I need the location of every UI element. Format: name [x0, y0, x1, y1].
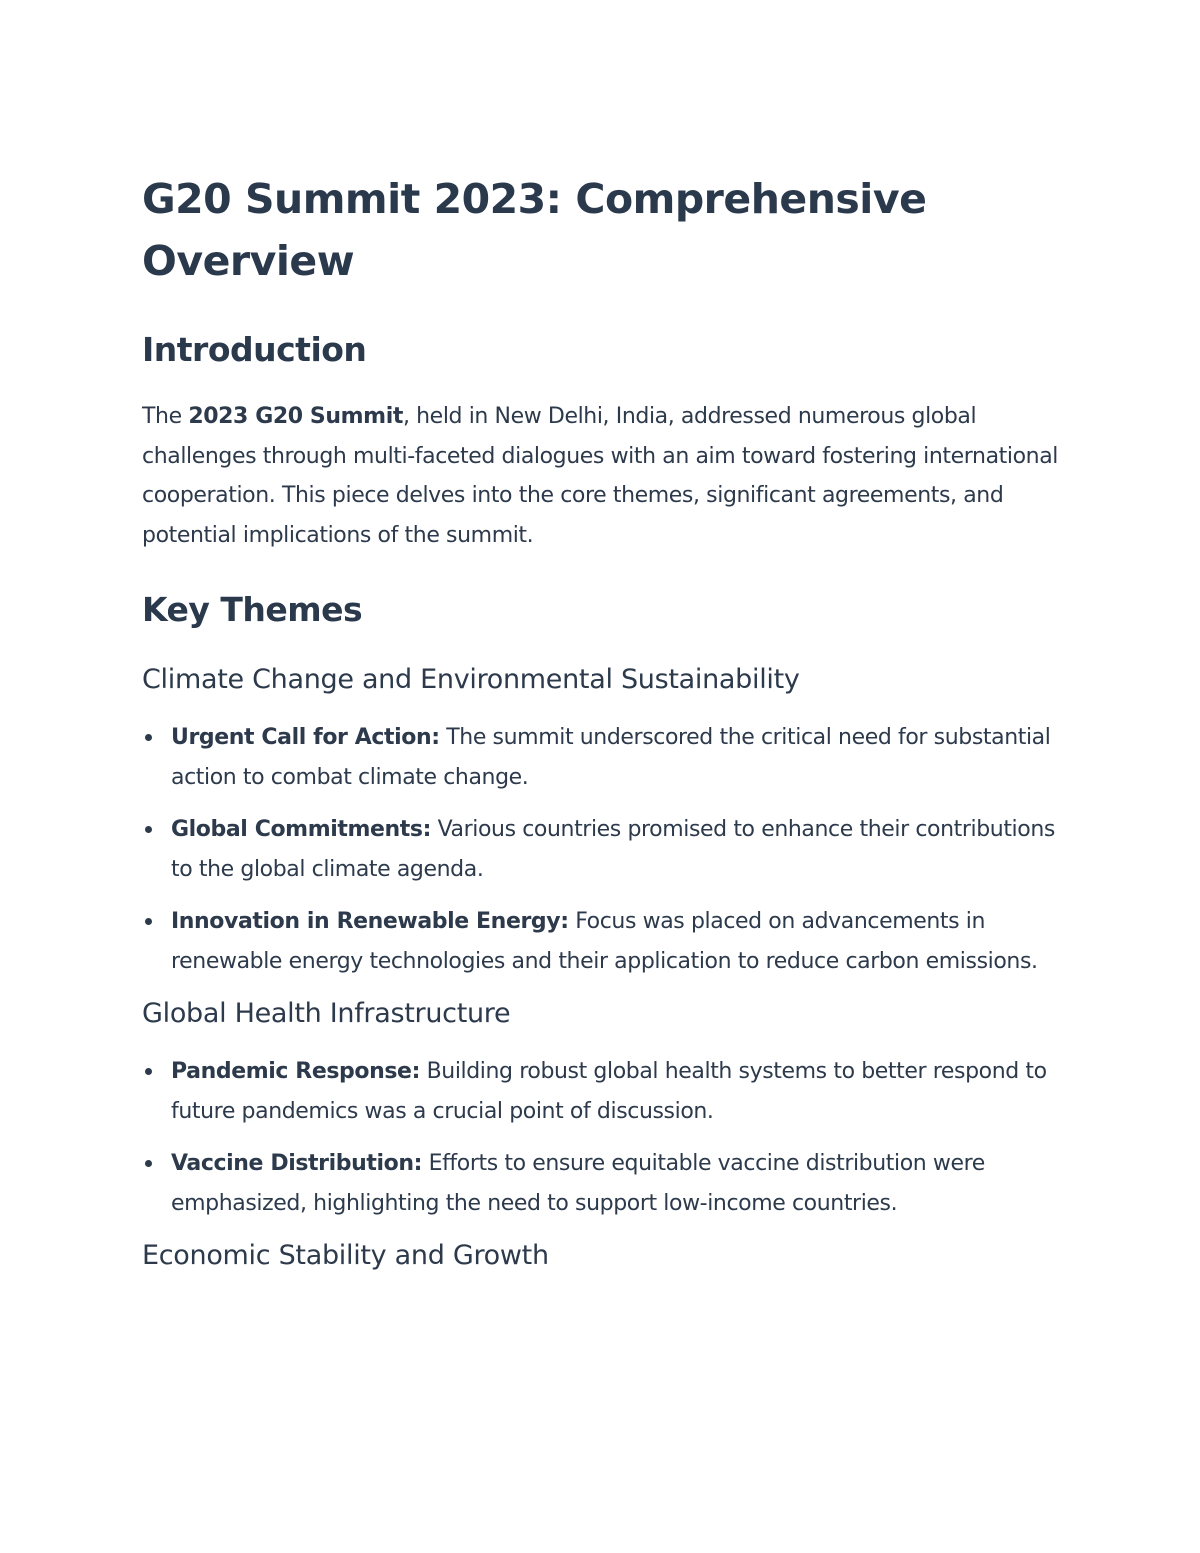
bullet-icon — [145, 826, 152, 833]
intro-bold-text: 2023 G20 Summit — [188, 404, 403, 429]
intro-text-end: , held in New Delhi, India, addressed numerous global challenges through multi-faceted dialogues with an aim toward fostering international cooperation. This piece delves into the core themes, significant agreements, and potential implications of the summit. — [142, 404, 1058, 548]
health-list — [142, 1052, 1072, 1223]
bullet-icon — [145, 1068, 152, 1075]
bullet-icon — [145, 1160, 152, 1167]
list-item-text: Building robust global health systems to better respond to future pandemics was a crucial point of discussion. — [171, 1059, 1047, 1124]
intro-text-start: The — [142, 404, 189, 429]
introduction-heading: Introduction — [142, 330, 367, 369]
list-item — [142, 1052, 1072, 1131]
list-item — [142, 718, 1072, 797]
section-heading-climate: Climate Change and Environmental Sustainability — [142, 664, 800, 695]
list-item-text: Focus was placed on advancements in renewable energy technologies and their application to reduce carbon emissions. — [171, 909, 1038, 974]
list-item-text: Efforts to ensure equitable vaccine distribution were emphasized, highlighting the need to support low-income countries. — [171, 1151, 985, 1216]
section-heading-health: Global Health Infrastructure — [142, 998, 511, 1029]
list-item-label: Pandemic Response: — [171, 1059, 420, 1084]
document-page — [142, 168, 1072, 1276]
list-item — [142, 810, 1072, 889]
list-item-label: Urgent Call for Action: — [171, 725, 440, 750]
bullet-icon — [145, 734, 152, 741]
list-item — [142, 1144, 1072, 1223]
list-item-label: Global Commitments: — [171, 817, 431, 842]
list-item — [142, 902, 1072, 981]
page-title: G20 Summit 2023: Comprehensive Overview — [142, 175, 927, 285]
list-item-text: The summit underscored the critical need for substantial action to combat climate change. — [171, 725, 1051, 790]
climate-list — [142, 718, 1072, 981]
section-heading-economy: Economic Stability and Growth — [142, 1240, 549, 1271]
list-item-text: Various countries promised to enhance their contributions to the global climate agenda. — [171, 817, 1055, 882]
introduction-paragraph — [142, 397, 1072, 555]
list-item-label: Innovation in Renewable Energy: — [171, 909, 569, 934]
list-item-label: Vaccine Distribution: — [171, 1151, 422, 1176]
bullet-icon — [145, 918, 152, 925]
key-themes-heading: Key Themes — [142, 590, 363, 629]
